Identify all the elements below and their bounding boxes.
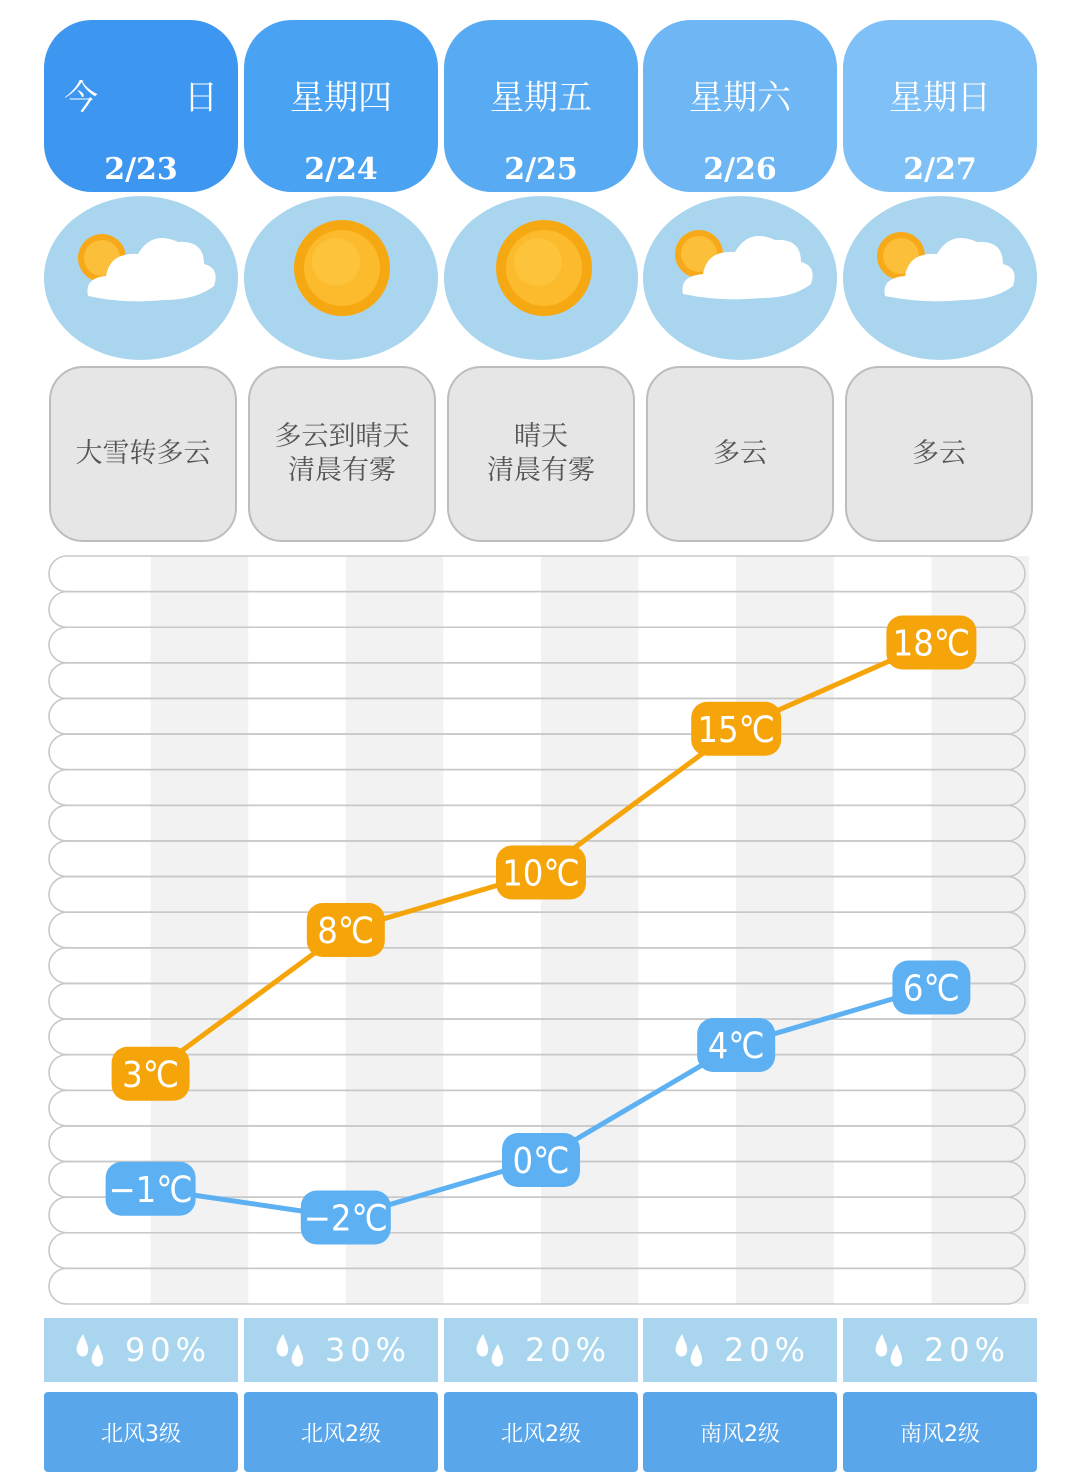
weather-description-card [646,366,834,542]
day-name-part-1: 今 [64,78,98,118]
wind-label: 北风3级 [101,1421,181,1447]
data-label: 8℃ [317,911,375,952]
day-date: 2/26 [703,152,777,187]
sun-icon [244,196,438,360]
temperature-line-chart [0,550,1080,1312]
weather-description-card [845,366,1033,542]
data-label: 6℃ [902,968,960,1010]
precipitation-chance [843,1318,1037,1382]
precipitation-chance [444,1318,638,1382]
sun-icon [444,196,638,360]
raindrops-icon [670,1330,710,1370]
day-name: 星期六 [689,78,791,118]
day-tab-today[interactable] [44,20,238,192]
day-tab-thursday[interactable] [244,20,438,192]
weather-description-card [248,366,436,542]
description-line: 多云 [713,438,767,469]
data-label: 15℃ [697,709,775,751]
data-label: −2℃ [303,1198,388,1240]
weather-description-card [447,366,635,542]
precipitation-chance [244,1318,438,1382]
day-date: 2/27 [903,152,977,187]
weather-icon-slot [643,196,837,360]
weather-description-card [49,366,237,542]
wind-button[interactable] [843,1392,1037,1472]
precipitation-value: 20% [723,1331,811,1369]
wind-label: 北风2级 [501,1421,581,1447]
raindrops-icon [471,1330,511,1370]
wind-label: 南风2级 [700,1421,780,1447]
day-date: 2/25 [504,152,578,187]
day-name: 星期四 [290,78,392,118]
wind-label: 南风2级 [900,1421,980,1447]
column-stripe [541,556,639,1304]
weather-icon-slot [843,196,1037,360]
data-label: −1℃ [108,1169,193,1211]
precipitation-chance [643,1318,837,1382]
raindrops-icon [71,1330,111,1370]
description-line: 清晨有雾 [288,455,396,486]
weather-icon-slot [244,196,438,360]
day-tab-friday[interactable] [444,20,638,192]
precipitation-value: 20% [923,1331,1011,1369]
day-date: 2/23 [104,152,178,187]
description-line: 多云 [912,438,966,469]
day-name-today [44,70,238,119]
weather-icon-slot [44,196,238,360]
sun-behind-cloud-icon [44,196,238,360]
description-line: 晴天 [514,421,568,452]
wind-label: 北风2级 [301,1421,381,1447]
day-name: 星期日 [889,78,991,118]
precipitation-value: 20% [524,1331,612,1369]
data-label: 10℃ [502,853,580,895]
precipitation-value: 30% [324,1331,412,1369]
raindrops-icon [870,1330,910,1370]
wind-button[interactable] [44,1392,238,1472]
raindrops-icon [271,1330,311,1370]
data-label: 18℃ [892,623,971,665]
data-label: 3℃ [122,1054,180,1096]
day-tab-sunday[interactable] [843,20,1037,192]
precipitation-value: 90% [124,1331,212,1369]
precipitation-chance [44,1318,238,1382]
day-date: 2/24 [304,152,378,187]
weather-icon-slot [444,196,638,360]
description-line: 清晨有雾 [487,455,595,486]
description-line: 多云到晴天 [274,421,410,452]
wind-button[interactable] [643,1392,837,1472]
day-name: 星期五 [490,78,592,118]
sun-behind-cloud-icon [843,196,1037,360]
sun-behind-cloud-icon [643,196,837,360]
day-tab-saturday[interactable] [643,20,837,192]
description-line: 大雪转多云 [75,438,211,469]
column-stripe [736,556,834,1304]
data-label: 0℃ [512,1141,570,1182]
wind-button[interactable] [244,1392,438,1472]
day-name-part-2: 日 [184,78,218,118]
wind-button[interactable] [444,1392,638,1472]
data-label: 4℃ [707,1026,765,1067]
